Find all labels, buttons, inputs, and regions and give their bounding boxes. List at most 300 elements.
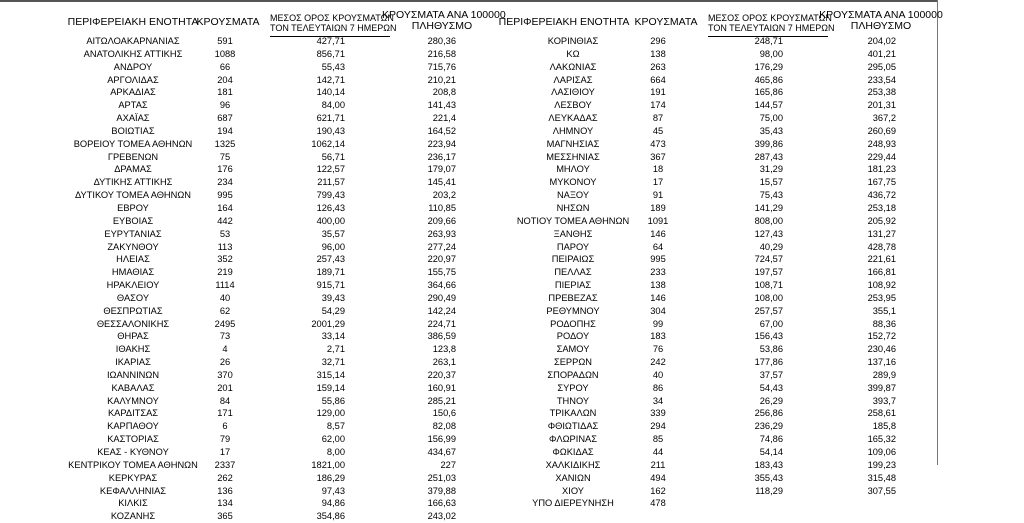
cell-cases: 194 xyxy=(217,125,233,136)
cell-per: 166,81 xyxy=(867,267,896,278)
cell-cases: 365 xyxy=(217,511,233,522)
cell-region: ΠΕΙΡΑΙΩΣ xyxy=(551,254,595,265)
cell-region: ΑΝΑΤΟΛΙΚΗΣ ΑΤΤΙΚΗΣ xyxy=(83,48,183,59)
cell-avg: 75,00 xyxy=(759,113,783,124)
cell-avg: 915,71 xyxy=(316,280,345,291)
cell-cases: 138 xyxy=(650,48,666,59)
cell-region: ΠΕΛΛΑΣ xyxy=(554,267,592,278)
table-row xyxy=(0,485,500,498)
cell-avg: 32,71 xyxy=(321,357,345,368)
cell-per: 210,21 xyxy=(427,74,456,85)
cell-cases: 473 xyxy=(650,138,666,149)
cell-per: 251,03 xyxy=(427,472,456,483)
cell-per: 164,52 xyxy=(427,125,456,136)
table-row xyxy=(440,446,940,459)
cell-region: ΒΟΡΕΙΟΥ ΤΟΜΕΑ ΑΘΗΝΩΝ xyxy=(73,138,193,149)
cell-cases: 242 xyxy=(650,357,666,368)
cell-per: 253,38 xyxy=(867,87,896,98)
cell-avg: 400,00 xyxy=(316,215,345,226)
table-row xyxy=(440,35,940,48)
cell-per: 123,8 xyxy=(432,344,456,355)
cell-cases: 339 xyxy=(650,408,666,419)
cell-cases: 304 xyxy=(650,305,666,316)
cell-cases: 183 xyxy=(650,331,666,342)
cell-per: 253,95 xyxy=(867,292,896,303)
cell-region: ΡΕΘΥΜΝΟΥ xyxy=(546,305,600,316)
cell-avg: 189,71 xyxy=(316,267,345,278)
table-row xyxy=(440,266,940,279)
left-table xyxy=(0,35,500,523)
cell-region: ΙΚΑΡΙΑΣ xyxy=(115,357,151,368)
table-row xyxy=(0,163,500,176)
cell-per: 131,27 xyxy=(867,228,896,239)
table-row xyxy=(0,241,500,254)
table-row xyxy=(0,138,500,151)
table-row xyxy=(0,215,500,228)
cell-avg: 98,00 xyxy=(759,48,783,59)
cell-per: 315,48 xyxy=(867,472,896,483)
header-region-left: ΠΕΡΙΦΕΡΕΙΑΚΗ ΕΝΟΤΗΤΑ xyxy=(67,16,199,28)
cell-avg: 35,43 xyxy=(759,125,783,136)
cell-cases: 53 xyxy=(219,228,231,239)
table-row xyxy=(440,382,940,395)
table-row xyxy=(0,459,500,472)
table-row xyxy=(0,292,500,305)
cell-region: ΖΑΚΥΝΘΟΥ xyxy=(107,241,159,252)
table-row xyxy=(0,48,500,61)
cell-per: 248,93 xyxy=(867,138,896,149)
cell-region: ΚΕΝΤΡΙΚΟΥ ΤΟΜΕΑ ΑΘΗΝΩΝ xyxy=(68,459,198,470)
cell-cases: 87 xyxy=(652,113,664,124)
cell-avg: 31,29 xyxy=(759,164,783,175)
cell-region: ΜΥΚΟΝΟΥ xyxy=(549,177,597,188)
cell-region: ΘΑΣΟΥ xyxy=(116,292,150,303)
cell-cases: 45 xyxy=(652,125,664,136)
cell-per: 220,97 xyxy=(427,254,456,265)
table-row xyxy=(0,407,500,420)
cell-region: ΧΑΝΙΩΝ xyxy=(555,472,591,483)
cell-avg: 427,71 xyxy=(316,36,345,46)
cell-region: ΙΩΑΝΝΙΝΩΝ xyxy=(106,369,160,380)
cell-region: ΑΡΓΟΛΙΔΑΣ xyxy=(107,74,159,85)
cell-avg: 190,43 xyxy=(316,125,345,136)
cell-per: 260,69 xyxy=(867,125,896,136)
cell-region: ΚΑΡΔΙΤΣΑΣ xyxy=(107,408,159,419)
cell-per: 88,36 xyxy=(872,318,896,329)
cell-cases: 442 xyxy=(217,215,233,226)
table-row xyxy=(0,395,500,408)
cell-cases: 79 xyxy=(219,434,231,445)
cell-cases: 162 xyxy=(650,485,666,496)
cell-region: ΒΟΙΩΤΙΑΣ xyxy=(111,125,155,136)
cell-per: 379,88 xyxy=(427,485,456,496)
table-row xyxy=(0,369,500,382)
cell-per: 208,8 xyxy=(432,87,456,98)
cell-region: ΗΜΑΘΙΑΣ xyxy=(111,267,155,278)
cell-avg: 35,57 xyxy=(321,228,345,239)
cell-region: ΙΘΑΚΗΣ xyxy=(115,344,151,355)
cell-avg: 15,57 xyxy=(759,177,783,188)
cell-cases: 138 xyxy=(650,280,666,291)
cell-per: 166,63 xyxy=(427,498,456,509)
cell-cases: 1114 xyxy=(215,280,235,291)
cell-cases: 1325 xyxy=(214,138,236,149)
cell-region: ΚΑΣΤΟΡΙΑΣ xyxy=(107,434,159,445)
cell-avg: 54,14 xyxy=(759,447,783,457)
cell-region: ΡΟΔΟΥ xyxy=(556,331,590,342)
cell-region: ΦΛΩΡΙΝΑΣ xyxy=(548,434,598,445)
cell-per: 221,61 xyxy=(867,254,896,265)
cell-cases: 73 xyxy=(219,331,231,342)
cell-per: 221,4 xyxy=(432,113,456,124)
table-row xyxy=(0,420,500,433)
table-row xyxy=(440,497,940,510)
cell-cases: 17 xyxy=(219,447,231,457)
cell-cases: 995 xyxy=(217,190,233,201)
table-row xyxy=(440,459,940,472)
cell-per: 82,08 xyxy=(432,421,456,432)
cell-region: ΣΑΜΟΥ xyxy=(556,344,590,355)
cell-per: 204,02 xyxy=(867,36,896,46)
cell-region: ΑΝΔΡΟΥ xyxy=(113,61,153,72)
table-row xyxy=(440,369,940,382)
cell-cases: 664 xyxy=(650,74,666,85)
cell-avg: 2,71 xyxy=(326,344,345,355)
cell-cases: 1088 xyxy=(214,48,236,59)
cell-cases: 174 xyxy=(650,100,666,111)
cell-per: 243,02 xyxy=(427,511,456,522)
table-row xyxy=(0,125,500,138)
cell-region: ΜΕΣΣΗΝΙΑΣ xyxy=(546,151,600,162)
cell-avg: 256,86 xyxy=(754,408,783,419)
cell-avg: 186,29 xyxy=(316,472,345,483)
cell-region: ΕΥΡΥΤΑΝΙΑΣ xyxy=(104,228,162,239)
cell-avg: 129,00 xyxy=(316,408,345,419)
cell-per: 165,32 xyxy=(867,434,896,445)
cell-cases: 64 xyxy=(652,241,664,252)
cell-avg: 94,86 xyxy=(321,498,345,509)
cell-avg: 53,86 xyxy=(759,344,783,355)
cell-avg: 257,57 xyxy=(754,305,783,316)
cell-region: ΛΑΣΙΘΙΟΥ xyxy=(551,87,595,98)
cell-region: ΚΑΛΥΜΝΟΥ xyxy=(107,395,159,406)
cell-cases: 44 xyxy=(652,447,664,457)
cell-avg: 40,29 xyxy=(759,241,783,252)
cell-avg: 97,43 xyxy=(321,485,345,496)
cell-avg: 118,29 xyxy=(755,485,783,496)
table-row xyxy=(440,407,940,420)
cell-avg: 26,29 xyxy=(759,395,783,406)
cell-avg: 257,43 xyxy=(316,254,345,265)
table-row xyxy=(0,35,500,48)
cell-per: 364,66 xyxy=(427,280,456,291)
table-row xyxy=(0,330,500,343)
cell-cases: 18 xyxy=(652,164,664,175)
header-cases-left: ΚΡΟΥΣΜΑΤΑ xyxy=(196,16,260,28)
cell-region: ΚΕΦΑΛΛΗΝΙΑΣ xyxy=(99,485,167,496)
cell-avg: 1062,14 xyxy=(311,138,345,149)
header-per-line2: ΠΛΗΘΥΣΜΟ xyxy=(411,20,473,32)
header-cases-right: ΚΡΟΥΣΜΑΤΑ xyxy=(634,16,698,28)
table-row xyxy=(440,420,940,433)
cell-cases: 687 xyxy=(217,113,233,124)
header-avg-line2: ΤΟΝ ΤΕΛΕΥΤΑΙΩΝ 7 ΗΜΕΡΩΝ xyxy=(708,23,835,33)
table-row xyxy=(0,446,500,459)
cell-region: ΦΩΚΙΔΑΣ xyxy=(552,447,594,457)
cell-region: ΗΡΑΚΛΕΙΟΥ xyxy=(106,280,160,291)
cell-avg: 142,71 xyxy=(316,74,345,85)
cell-avg: 140,14 xyxy=(316,87,345,98)
cell-avg: 108,00 xyxy=(754,292,783,303)
cell-per: 203,2 xyxy=(432,190,456,201)
cell-avg: 141,29 xyxy=(754,202,783,213)
cell-cases: 146 xyxy=(650,292,666,303)
cell-per: 434,67 xyxy=(427,447,456,457)
cell-avg: 355,43 xyxy=(754,472,783,483)
table-row xyxy=(0,497,500,510)
cell-per: 295,05 xyxy=(867,61,896,72)
table-row xyxy=(0,472,500,485)
table-row xyxy=(0,279,500,292)
table-row xyxy=(440,112,940,125)
cell-region: ΝΗΣΩΝ xyxy=(556,202,590,213)
cell-per: 155,75 xyxy=(427,267,456,278)
cell-per: 152,72 xyxy=(867,331,896,342)
cell-avg: 156,43 xyxy=(754,331,783,342)
table-row xyxy=(0,305,500,318)
cell-per: 307,55 xyxy=(867,485,896,496)
table-row xyxy=(440,202,940,215)
table-row xyxy=(440,74,940,87)
cell-per: 436,72 xyxy=(867,190,896,201)
cell-region: ΕΒΡΟΥ xyxy=(117,202,149,213)
cell-cases: 99 xyxy=(652,318,664,329)
table-row xyxy=(0,343,500,356)
cell-per: 399,87 xyxy=(867,382,896,393)
cell-per: 185,8 xyxy=(872,421,896,432)
cell-cases: 2337 xyxy=(214,459,236,470)
cell-cases: 211 xyxy=(650,459,666,470)
cell-region: ΠΙΕΡΙΑΣ xyxy=(554,280,592,291)
cell-avg: 808,00 xyxy=(754,215,783,226)
cell-avg: 236,29 xyxy=(754,421,783,432)
table-row xyxy=(440,305,940,318)
cell-region: ΚΑΒΑΛΑΣ xyxy=(111,382,155,393)
cell-cases: 478 xyxy=(650,498,666,509)
cell-cases: 201 xyxy=(217,382,233,393)
cell-avg: 799,43 xyxy=(316,190,345,201)
cell-cases: 1091 xyxy=(647,215,669,226)
cell-region: ΤΗΝΟΥ xyxy=(556,395,590,406)
cell-per: 230,46 xyxy=(867,344,896,355)
cell-cases: 191 xyxy=(650,87,666,98)
table-row xyxy=(440,176,940,189)
cell-region: ΔΥΤΙΚΗΣ ΑΤΤΙΚΗΣ xyxy=(93,177,173,188)
cell-region: ΣΕΡΡΩΝ xyxy=(553,357,592,368)
cell-cases: 62 xyxy=(219,305,231,316)
cell-avg: 108,71 xyxy=(754,280,783,291)
cell-region: ΠΡΕΒΕΖΑΣ xyxy=(548,292,598,303)
cell-region: ΧΙΟΥ xyxy=(562,485,584,496)
cell-per: 167,75 xyxy=(867,177,896,188)
table-row xyxy=(0,151,500,164)
cell-per: 142,24 xyxy=(427,305,456,316)
cell-region: ΚΕΑΣ - ΚΥΘΝΟΥ xyxy=(97,447,169,457)
cell-per: 205,92 xyxy=(867,215,896,226)
table-row xyxy=(440,279,940,292)
cell-per: 277,24 xyxy=(427,241,456,252)
cell-per: 179,07 xyxy=(427,164,456,175)
cell-cases: 34 xyxy=(652,395,664,406)
cell-avg: 2001,29 xyxy=(311,318,345,329)
table-row xyxy=(0,382,500,395)
cell-region: ΔΥΤΙΚΟΥ ΤΟΜΕΑ ΑΘΗΝΩΝ xyxy=(74,190,192,201)
cell-per: 367,2 xyxy=(872,113,896,124)
table-row xyxy=(0,228,500,241)
cell-cases: 136 xyxy=(217,485,233,496)
cell-per: 280,36 xyxy=(427,36,456,46)
cell-cases: 176 xyxy=(217,164,233,175)
header-avg-left xyxy=(270,13,397,33)
cell-per: 289,9 xyxy=(872,369,896,380)
cell-avg: 74,86 xyxy=(759,434,783,445)
header-avg-line2: ΤΟΝ ΤΕΛΕΥΤΑΙΩΝ 7 ΗΜΕΡΩΝ xyxy=(270,23,397,33)
table-row xyxy=(0,433,500,446)
cell-region: ΛΕΣΒΟΥ xyxy=(554,100,592,111)
table-row xyxy=(0,510,500,523)
table-row xyxy=(0,86,500,99)
cell-avg: 176,29 xyxy=(754,61,783,72)
cell-avg: 197,57 xyxy=(754,267,783,278)
cell-region: ΕΥΒΟΙΑΣ xyxy=(112,215,154,226)
cell-per: 285,21 xyxy=(427,395,456,406)
header-avg-line1: ΜΕΣΟΣ ΟΡΟΣ ΚΡΟΥΣΜΑΤΩΝ xyxy=(708,13,832,23)
table-row xyxy=(0,318,500,331)
cell-per: 223,94 xyxy=(427,138,456,149)
cell-region: ΛΗΜΝΟΥ xyxy=(552,125,594,136)
table-row xyxy=(0,112,500,125)
cell-cases: 171 xyxy=(217,408,233,419)
table-row xyxy=(440,151,940,164)
cell-per: 386,59 xyxy=(427,331,456,342)
cell-avg: 62,00 xyxy=(321,434,345,445)
cell-avg: 159,14 xyxy=(316,382,345,393)
cell-region: ΡΟΔΟΠΗΣ xyxy=(550,318,596,329)
cell-cases: 367 xyxy=(650,151,666,162)
cell-per: 108,92 xyxy=(867,280,896,291)
cell-region: ΦΘΙΩΤΙΔΑΣ xyxy=(547,421,599,432)
cell-region: ΚΑΡΠΑΘΟΥ xyxy=(107,421,159,432)
cell-cases: 296 xyxy=(650,36,666,46)
cell-avg: 856,71 xyxy=(316,48,345,59)
cell-region: ΜΑΓΝΗΣΙΑΣ xyxy=(546,138,600,149)
header-per-line1: ΚΡΟΥΣΜΑΤΑ ΑΝΑ 100000 xyxy=(819,9,943,21)
cell-per: 160,91 xyxy=(427,382,456,393)
table-row xyxy=(440,433,940,446)
cell-per: 253,18 xyxy=(867,202,896,213)
cell-per: 355,1 xyxy=(872,305,896,316)
cell-cases: 91 xyxy=(652,190,664,201)
table-row xyxy=(440,138,940,151)
cell-cases: 234 xyxy=(217,177,233,188)
cell-avg: 55,43 xyxy=(321,61,345,72)
cell-region: ΔΡΑΜΑΣ xyxy=(114,164,152,175)
table-row xyxy=(0,99,500,112)
cell-region: ΑΙΤΩΛΟΑΚΑΡΝΑΝΙΑΣ xyxy=(86,36,180,46)
cell-avg: 33,14 xyxy=(321,331,345,342)
table-row xyxy=(440,343,940,356)
table-row xyxy=(440,330,940,343)
cell-region: ΝΑΞΟΥ xyxy=(556,190,590,201)
right-table xyxy=(440,35,940,510)
cell-per: 401,21 xyxy=(867,48,896,59)
table-row xyxy=(0,202,500,215)
cell-avg: 8,00 xyxy=(326,447,345,457)
table-row xyxy=(440,189,940,202)
table-row xyxy=(0,176,500,189)
table-row xyxy=(440,163,940,176)
cell-region: ΗΛΕΙΑΣ xyxy=(116,254,150,265)
header-per-line1: ΚΡΟΥΣΜΑΤΑ ΑΝΑ 100000 xyxy=(382,9,506,21)
cell-region: ΘΕΣΣΑΛΟΝΙΚΗΣ xyxy=(96,318,170,329)
table-row xyxy=(440,228,940,241)
cell-per: 715,76 xyxy=(427,61,456,72)
table-row xyxy=(440,292,940,305)
cell-cases: 181 xyxy=(217,87,233,98)
cell-avg: 84,00 xyxy=(321,100,345,111)
cell-region: ΛΑΡΙΣΑΣ xyxy=(553,74,593,85)
cell-per: 145,41 xyxy=(427,177,456,188)
cell-per: 224,71 xyxy=(427,318,456,329)
table-row xyxy=(440,61,940,74)
cell-region: ΚΙΛΚΙΣ xyxy=(118,498,148,509)
cell-cases: 146 xyxy=(650,228,666,239)
table-row xyxy=(440,86,940,99)
cell-region: ΣΠΟΡΑΔΩΝ xyxy=(547,369,599,380)
cell-cases: 370 xyxy=(217,369,233,380)
cell-avg: 1821,00 xyxy=(311,459,345,470)
cell-avg: 144,57 xyxy=(754,100,783,111)
cell-cases: 294 xyxy=(650,421,666,432)
cell-avg: 165,86 xyxy=(754,87,783,98)
cell-per: 428,78 xyxy=(867,241,896,252)
cell-avg: 315,14 xyxy=(316,369,345,380)
table-row xyxy=(440,485,940,498)
cell-region: ΑΡΤΑΣ xyxy=(118,100,148,111)
cell-per: 110,85 xyxy=(428,202,456,213)
cell-per: 263,93 xyxy=(427,228,456,239)
cell-per: 263,1 xyxy=(432,357,456,368)
cell-per: 181,23 xyxy=(867,164,896,175)
cell-per: 258,61 xyxy=(867,408,896,419)
cell-region: ΑΡΚΑΔΙΑΣ xyxy=(110,87,156,98)
table-row xyxy=(0,253,500,266)
table-row xyxy=(440,356,940,369)
table-row xyxy=(0,356,500,369)
table-row xyxy=(0,266,500,279)
cell-cases: 352 xyxy=(217,254,233,265)
header-avg-line1: ΜΕΣΟΣ ΟΡΟΣ ΚΡΟΥΣΜΑΤΩΝ xyxy=(270,13,394,23)
cell-cases: 84 xyxy=(219,395,231,406)
table-row xyxy=(440,395,940,408)
cell-per: 199,23 xyxy=(867,459,896,470)
top-border xyxy=(0,0,938,2)
cell-cases: 219 xyxy=(217,267,233,278)
table-row xyxy=(440,48,940,61)
header-per-right xyxy=(816,10,946,32)
cell-cases: 204 xyxy=(217,74,233,85)
cell-cases: 494 xyxy=(650,472,666,483)
